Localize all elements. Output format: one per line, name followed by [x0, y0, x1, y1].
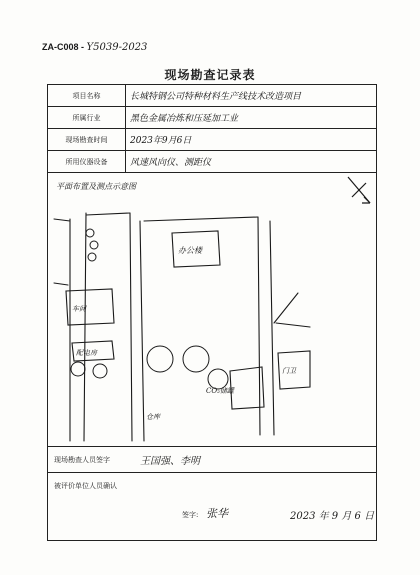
document-code: [42, 42, 147, 53]
sketch-label-workshop: 车间: [72, 305, 86, 313]
sketch-note: 平面布置及测点示意图: [56, 182, 136, 191]
field-value: 黑色金属冶炼和压延加工业: [130, 114, 239, 124]
confirmation-label: 被评价单位人员确认: [54, 482, 117, 490]
surveyor-signature-label: 现场勘查人员签字: [54, 455, 110, 464]
field-row-industry: [48, 107, 376, 129]
surveyor-signature-row: [48, 447, 376, 473]
confirmation-sign-label: 签字:: [182, 511, 199, 519]
document-code-handwritten: Y5039-2023: [86, 42, 148, 53]
field-label: 所用仪器设备: [48, 151, 126, 172]
field-row-equipment: [48, 151, 376, 173]
north-arrow-icon: [348, 177, 370, 203]
confirmation-signature: 张华: [206, 507, 228, 520]
field-row-survey-time: [48, 129, 376, 151]
site-sketch-drawing: [48, 173, 376, 447]
survey-form: [47, 84, 377, 541]
confirmation-section: [48, 473, 376, 541]
sketch-label-power-room: 配电房: [76, 349, 97, 357]
sketch-label-warehouse: 仓库: [146, 413, 160, 421]
field-label: 现场勘查时间: [48, 129, 126, 150]
field-value: 长城特钢公司特种材料生产线技术改造项目: [130, 92, 302, 102]
sketch-label-office: 办公楼: [178, 246, 202, 255]
page-title: 现场勘查记录表: [164, 68, 256, 82]
field-label: 项目名称: [48, 85, 126, 106]
sketch-label-gate: 门卫: [282, 367, 296, 375]
site-sketch: [48, 173, 376, 447]
field-value: 风速风向仪、测距仪: [130, 158, 212, 168]
field-label: 所属行业: [48, 107, 126, 128]
sketch-label-co2-tank: CO₂储罐: [206, 387, 234, 395]
surveyor-signatures: 王国强、李明: [140, 456, 200, 467]
document-code-prefix: ZA-C008 -: [42, 42, 85, 52]
confirmation-date: 2023 年 9 月 6 日: [290, 511, 375, 522]
field-row-project-name: [48, 85, 376, 107]
field-value: 2023年9月6日: [130, 136, 192, 146]
